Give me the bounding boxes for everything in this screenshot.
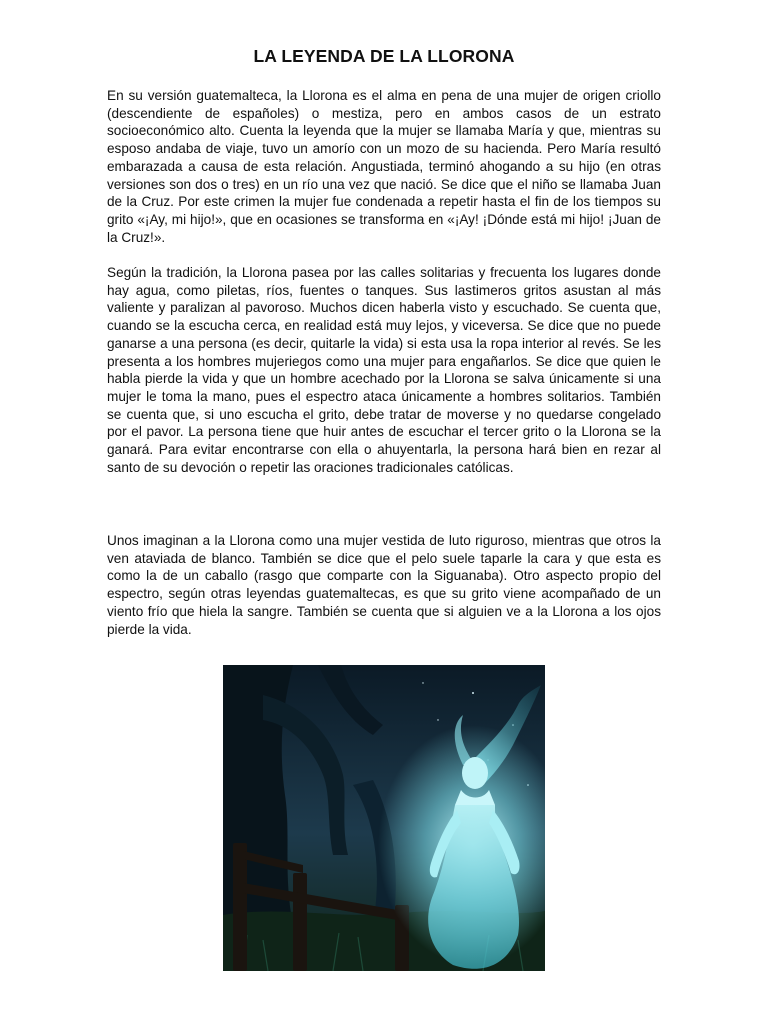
llorona-illustration-svg: [223, 665, 545, 971]
paragraph-3: Unos imaginan a la Llorona como una mujer vestida de luto riguroso, mientras que otros la ven ataviada de blanco. También se dice que el pelo suele taparle la cara y que esta es como la de un caballo (rasgo que comparte con la Siguanaba). Otro aspecto propio del espectro, según otras leyendas guatemaltecas, es que su grito viene acompañado de un viento frío que hiela la sangre. También se cuenta que si alguien ve a la Llorona a los ojos pierde la vida.: [107, 533, 661, 637]
paragraph-2: Según la tradición, la Llorona pasea por las calles solitarias y frecuenta los lugares donde hay agua, como piletas, ríos, fuentes o tanques. Sus lastimeros gritos asustan al más valiente y paralizan al pavoroso. Muchos dicen haberla visto y escuchado. Se cuenta que, cuando se la escucha cerca, en realidad está muy lejos, y viceversa. Se dice que no puede ganarse a una persona (es decir, quitarle la vida) si esta usa la ropa interior al revés. Se les presenta a los hombres mujeriegos como una mujer para engañarlos. Se dice que quien le habla pierde la vida y que un hombre acechado por la Llorona se salva únicamente si una mujer le toma la mano, pues el espectro ataca únicamente a hombres solitarios. También se cuenta que, si uno escucha el grito, debe tratar de moverse y no quedarse congelado por el pavor. La persona tiene que huir antes de escuchar el tercer grito o la Llorona se la ganará. Para evitar encontrarse con ella o ahuyentarla, la persona hará bien en rezar al santo de su devoción o repetir las oraciones tradicionales católicas.: [107, 265, 661, 475]
document-title: LA LEYENDA DE LA LLORONA: [253, 46, 515, 66]
paragraph-1: En su versión guatemalteca, la Llorona es el alma en pena de una mujer de origen criollo (descendiente de españoles) o mestiza, pero en ambos casos de un estrato socioeconómico alto. Cuenta la leyenda que la mujer se llamaba María y que, mientras su esposo andaba de viaje, tuvo un amorío con un mozo de su hacienda. Pero María resultó embarazada a causa de esta relación. Angustiada, terminó ahogando a su hijo (en otras versiones son dos o tres) en un río una vez que nació. Se dice que el niño se llamaba Juan de la Cruz. Por este crimen la mujer fue condenada a repetir hasta el fin de los tiempos su grito «¡Ay, mi hijo!», que en ocasiones se transforma en «¡Ay! ¡Dónde está mi hijo! ¡Juan de la Cruz!».: [107, 88, 661, 245]
llorona-illustration: [223, 665, 545, 971]
